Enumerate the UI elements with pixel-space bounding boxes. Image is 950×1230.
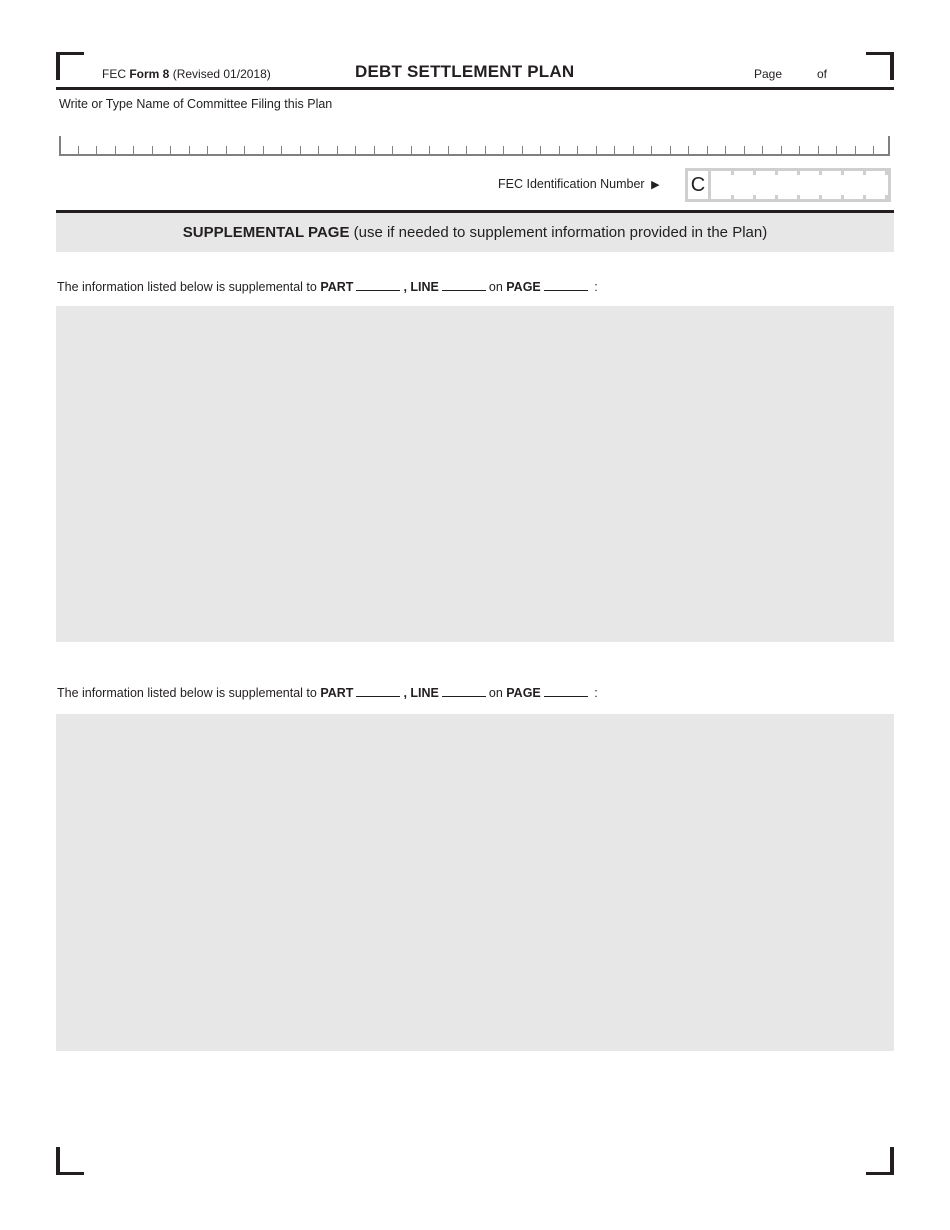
id-digit-divider [753, 171, 756, 175]
id-digit-divider [797, 171, 800, 175]
character-tick [855, 146, 856, 156]
part-label: PART [320, 280, 354, 294]
character-tick [596, 146, 597, 156]
character-tick [133, 146, 134, 156]
character-tick [411, 146, 412, 156]
corner-mark-bottom-right [890, 1147, 894, 1175]
id-digit-divider [819, 195, 822, 199]
line-label: , LINE [403, 280, 439, 294]
line-field[interactable] [442, 686, 486, 697]
id-digit-divider [731, 171, 734, 175]
character-tick [781, 146, 782, 156]
line-field[interactable] [442, 280, 486, 291]
reference-intro: The information listed below is supplemental to [57, 686, 317, 700]
corner-mark-top-right [890, 52, 894, 80]
id-digit-divider [775, 171, 778, 175]
corner-mark-bottom-left [56, 1147, 60, 1175]
page-ref-label: PAGE [506, 686, 541, 700]
form-identifier [102, 67, 271, 81]
on-label: on [488, 686, 503, 700]
of-label: of [817, 67, 828, 81]
id-digit-divider [841, 195, 844, 199]
form-prefix: FEC [102, 67, 126, 81]
character-tick [448, 146, 449, 156]
corner-mark-bottom-left-h [56, 1172, 84, 1175]
line-label: , LINE [403, 686, 439, 700]
id-digit-divider [863, 195, 866, 199]
character-tick [559, 146, 560, 156]
character-tick [744, 146, 745, 156]
id-digit-divider [753, 195, 756, 199]
character-tick [244, 146, 245, 156]
id-digit-divider [885, 171, 888, 175]
part-field[interactable] [356, 280, 400, 291]
total-pages-field[interactable] [832, 64, 858, 80]
corner-mark-top-left-h [56, 52, 84, 55]
supplemental-reference-1 [57, 280, 598, 294]
page-number-field[interactable] [788, 64, 814, 80]
page-ref-label: PAGE [506, 280, 541, 294]
character-tick [170, 146, 171, 156]
supplemental-subtitle: (use if needed to supplement information provided in the Plan) [353, 224, 768, 241]
character-tick [836, 146, 837, 156]
character-tick [337, 146, 338, 156]
page-ref-field[interactable] [544, 686, 588, 697]
id-digit-divider [797, 195, 800, 199]
colon: : [594, 280, 598, 294]
corner-mark-top-left [56, 52, 60, 80]
character-tick [78, 146, 79, 156]
part-label: PART [320, 686, 354, 700]
page-label: Page [754, 67, 783, 81]
page-title: DEBT SETTLEMENT PLAN [355, 62, 575, 81]
character-tick [115, 146, 116, 156]
supplemental-header [56, 213, 894, 252]
id-digit-divider [731, 195, 734, 199]
field-end-right [888, 136, 890, 156]
fec-id-prefix: C [688, 171, 711, 199]
id-digit-divider [819, 171, 822, 175]
character-tick [226, 146, 227, 156]
character-tick [355, 146, 356, 156]
character-tick [522, 146, 523, 156]
committee-name-field[interactable] [59, 136, 890, 156]
id-digit-divider [885, 195, 888, 199]
character-tick [374, 146, 375, 156]
character-tick [614, 146, 615, 156]
field-baseline [59, 154, 890, 156]
supplemental-title: SUPPLEMENTAL PAGE [182, 224, 350, 241]
character-tick [818, 146, 819, 156]
character-tick [873, 146, 874, 156]
character-tick [670, 146, 671, 156]
colon: : [594, 686, 598, 700]
corner-mark-bottom-right-h [866, 1172, 894, 1175]
character-tick [485, 146, 486, 156]
right-triangle-icon: ▶ [651, 179, 660, 191]
character-tick [318, 146, 319, 156]
fec-id-field[interactable] [685, 168, 891, 202]
character-tick [392, 146, 393, 156]
character-tick [152, 146, 153, 156]
character-tick [688, 146, 689, 156]
character-tick [96, 146, 97, 156]
committee-name-label: Write or Type Name of Committee Filing this Plan [59, 97, 333, 111]
supplemental-text-area-1[interactable] [56, 306, 894, 642]
supplemental-text-area-2[interactable] [56, 714, 894, 1051]
part-field[interactable] [356, 686, 400, 697]
character-tick [799, 146, 800, 156]
form-revision: (Revised 01/2018) [172, 67, 271, 81]
character-tick [633, 146, 634, 156]
character-tick [762, 146, 763, 156]
character-tick [540, 146, 541, 156]
character-tick [189, 146, 190, 156]
character-tick [503, 146, 504, 156]
id-digit-divider [775, 195, 778, 199]
character-tick [707, 146, 708, 156]
character-tick [429, 146, 430, 156]
character-tick [300, 146, 301, 156]
field-end-left [59, 136, 61, 156]
page-ref-field[interactable] [544, 280, 588, 291]
character-tick [281, 146, 282, 156]
character-tick [466, 146, 467, 156]
on-label: on [488, 280, 503, 294]
id-digit-divider [841, 171, 844, 175]
supplemental-reference-2 [57, 686, 598, 700]
character-tick [263, 146, 264, 156]
fec-id-label-text: FEC Identification Number [498, 177, 645, 191]
id-digit-divider [863, 171, 866, 175]
character-tick [651, 146, 652, 156]
form-name: Form 8 [129, 67, 170, 81]
header-rule [56, 87, 894, 90]
character-tick [577, 146, 578, 156]
fec-id-label [498, 177, 660, 191]
corner-mark-top-right-h [866, 52, 894, 55]
character-tick [725, 146, 726, 156]
reference-intro: The information listed below is supplemental to [57, 280, 317, 294]
character-tick [207, 146, 208, 156]
